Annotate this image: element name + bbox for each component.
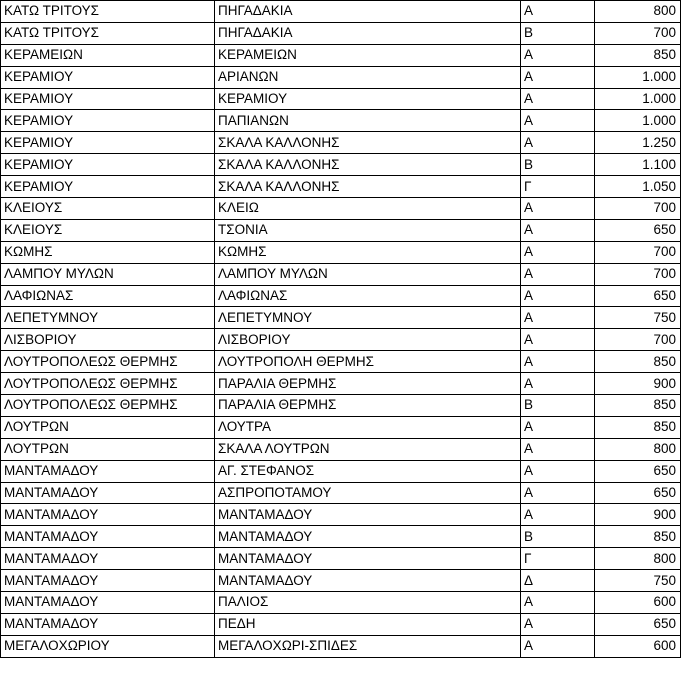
table-row [1,198,681,220]
municipality-cell: ΚΕΡΑΜΙΟΥ [1,132,215,154]
zone-cell: Α [521,285,595,307]
table-row [1,438,681,460]
location-cell: ΚΛΕΙΩ [215,198,521,220]
zone-cell: Γ [521,176,595,198]
zone-cell: Α [521,88,595,110]
table-row [1,44,681,66]
zone-cell: Β [521,395,595,417]
zone-cell: Α [521,307,595,329]
municipality-cell: ΜΑΝΤΑΜΑΔΟΥ [1,613,215,635]
value-cell: 800 [595,1,681,23]
zone-cell: Α [521,592,595,614]
location-cell: ΚΕΡΑΜΙΟΥ [215,88,521,110]
zone-cell: Β [521,22,595,44]
value-cell: 850 [595,351,681,373]
value-cell: 700 [595,22,681,44]
municipality-cell: ΛΑΦΙΩΝΑΣ [1,285,215,307]
value-cell: 1.000 [595,66,681,88]
value-cell: 850 [595,44,681,66]
value-cell: 650 [595,613,681,635]
zone-cell: Α [521,66,595,88]
municipality-cell: ΛΟΥΤΡΩΝ [1,416,215,438]
value-cell: 750 [595,570,681,592]
value-cell: 750 [595,307,681,329]
municipality-cell: ΛΕΠΕΤΥΜΝΟΥ [1,307,215,329]
zone-cell: Α [521,198,595,220]
table-row [1,592,681,614]
zone-cell: Α [521,635,595,657]
value-cell: 800 [595,438,681,460]
zone-cell: Α [521,373,595,395]
zone-cell: Α [521,504,595,526]
zone-cell: Α [521,351,595,373]
zone-cell: Α [521,329,595,351]
table-row [1,373,681,395]
value-cell: 650 [595,482,681,504]
location-cell: ΛΙΣΒΟΡΙΟΥ [215,329,521,351]
table-row [1,329,681,351]
value-cell: 850 [595,416,681,438]
zone-cell: Β [521,154,595,176]
location-cell: ΠΗΓΑΔΑΚΙΑ [215,1,521,23]
municipality-cell: ΜΑΝΤΑΜΑΔΟΥ [1,526,215,548]
location-cell: ΠΑΠΙΑΝΩΝ [215,110,521,132]
table-row [1,22,681,44]
location-cell: ΣΚΑΛΑ ΛΟΥΤΡΩΝ [215,438,521,460]
location-cell: ΑΣΠΡΟΠΟΤΑΜΟΥ [215,482,521,504]
table-row [1,548,681,570]
municipality-cell: ΛΟΥΤΡΟΠΟΛΕΩΣ ΘΕΡΜΗΣ [1,395,215,417]
zone-cell: Α [521,1,595,23]
value-cell: 600 [595,592,681,614]
zone-cell: Α [521,613,595,635]
location-cell: ΜΑΝΤΑΜΑΔΟΥ [215,526,521,548]
municipality-cell: ΛΟΥΤΡΩΝ [1,438,215,460]
table-row [1,504,681,526]
municipality-cell: ΚΑΤΩ ΤΡΙΤΟΥΣ [1,22,215,44]
value-cell: 650 [595,460,681,482]
zone-cell: Α [521,460,595,482]
location-cell: ΛΑΦΙΩΝΑΣ [215,285,521,307]
municipality-cell: ΚΩΜΗΣ [1,241,215,263]
value-cell: 600 [595,635,681,657]
location-cell: ΠΗΓΑΔΑΚΙΑ [215,22,521,44]
zone-cell: Α [521,44,595,66]
location-cell: ΛΕΠΕΤΥΜΝΟΥ [215,307,521,329]
table-row [1,1,681,23]
location-cell: ΚΩΜΗΣ [215,241,521,263]
table-row [1,241,681,263]
zone-cell: Α [521,482,595,504]
value-cell: 1.100 [595,154,681,176]
municipality-cell: ΜΑΝΤΑΜΑΔΟΥ [1,570,215,592]
zone-cell: Α [521,263,595,285]
table-row [1,176,681,198]
table-row [1,635,681,657]
table-body [1,1,681,658]
location-cell: ΠΑΡΑΛΙΑ ΘΕΡΜΗΣ [215,373,521,395]
municipality-cell: ΚΕΡΑΜΙΟΥ [1,176,215,198]
location-cell: ΠΕΔΗ [215,613,521,635]
table-row [1,219,681,241]
location-cell: ΑΓ. ΣΤΕΦΑΝΟΣ [215,460,521,482]
municipality-cell: ΚΛΕΙΟΥΣ [1,198,215,220]
value-cell: 700 [595,263,681,285]
location-cell: ΜΕΓΑΛΟΧΩΡΙ-ΣΠΙΔΕΣ [215,635,521,657]
municipality-cell: ΜΑΝΤΑΜΑΔΟΥ [1,460,215,482]
location-cell: ΣΚΑΛΑ ΚΑΛΛΟΝΗΣ [215,154,521,176]
municipality-cell: ΜΑΝΤΑΜΑΔΟΥ [1,548,215,570]
value-cell: 650 [595,219,681,241]
zone-cell: Δ [521,570,595,592]
table-row [1,110,681,132]
municipality-cell: ΛΟΥΤΡΟΠΟΛΕΩΣ ΘΕΡΜΗΣ [1,351,215,373]
zone-cell: Α [521,438,595,460]
zone-cell: Β [521,526,595,548]
value-cell: 650 [595,285,681,307]
zone-cell: Γ [521,548,595,570]
value-cell: 700 [595,198,681,220]
municipality-cell: ΚΕΡΑΜΙΟΥ [1,88,215,110]
value-cell: 800 [595,548,681,570]
table-row [1,526,681,548]
location-cell: ΜΑΝΤΑΜΑΔΟΥ [215,570,521,592]
table-row [1,351,681,373]
zone-cell: Α [521,219,595,241]
location-cell: ΑΡΙΑΝΩΝ [215,66,521,88]
table-row [1,263,681,285]
zone-cell: Α [521,416,595,438]
zone-cell: Α [521,110,595,132]
location-cell: ΠΑΛΙΟΣ [215,592,521,614]
location-cell: ΤΣΟΝΙΑ [215,219,521,241]
table-row [1,285,681,307]
municipality-cell: ΚΕΡΑΜΙΟΥ [1,154,215,176]
value-cell: 700 [595,241,681,263]
location-cell: ΣΚΑΛΑ ΚΑΛΛΟΝΗΣ [215,176,521,198]
table-row [1,416,681,438]
municipality-cell: ΜΕΓΑΛΟΧΩΡΙΟΥ [1,635,215,657]
table-row [1,613,681,635]
table-row [1,154,681,176]
municipality-cell: ΜΑΝΤΑΜΑΔΟΥ [1,504,215,526]
table-row [1,88,681,110]
table-row [1,395,681,417]
location-cell: ΛΟΥΤΡΑ [215,416,521,438]
municipality-cell: ΚΑΤΩ ΤΡΙΤΟΥΣ [1,1,215,23]
location-cell: ΣΚΑΛΑ ΚΑΛΛΟΝΗΣ [215,132,521,154]
location-cell: ΜΑΝΤΑΜΑΔΟΥ [215,548,521,570]
zone-cell: Α [521,241,595,263]
municipality-cell: ΜΑΝΤΑΜΑΔΟΥ [1,592,215,614]
location-cell: ΛΑΜΠΟΥ ΜΥΛΩΝ [215,263,521,285]
value-cell: 1.000 [595,110,681,132]
value-cell: 900 [595,373,681,395]
location-cell: ΚΕΡΑΜΕΙΩΝ [215,44,521,66]
value-cell: 850 [595,526,681,548]
municipality-cell: ΛΟΥΤΡΟΠΟΛΕΩΣ ΘΕΡΜΗΣ [1,373,215,395]
value-cell: 1.050 [595,176,681,198]
table-row [1,460,681,482]
table-row [1,307,681,329]
value-cell: 700 [595,329,681,351]
table-row [1,132,681,154]
municipality-cell: ΜΑΝΤΑΜΑΔΟΥ [1,482,215,504]
location-cell: ΠΑΡΑΛΙΑ ΘΕΡΜΗΣ [215,395,521,417]
table-row [1,482,681,504]
municipality-cell: ΛΑΜΠΟΥ ΜΥΛΩΝ [1,263,215,285]
municipality-cell: ΚΕΡΑΜΙΟΥ [1,66,215,88]
value-cell: 850 [595,395,681,417]
value-cell: 1.250 [595,132,681,154]
municipality-cell: ΚΕΡΑΜΕΙΩΝ [1,44,215,66]
table-row [1,570,681,592]
municipality-cell: ΛΙΣΒΟΡΙΟΥ [1,329,215,351]
location-cell: ΜΑΝΤΑΜΑΔΟΥ [215,504,521,526]
municipality-cell: ΚΕΡΑΜΙΟΥ [1,110,215,132]
zone-cell: Α [521,132,595,154]
value-cell: 900 [595,504,681,526]
value-cell: 1.000 [595,88,681,110]
municipality-cell: ΚΛΕΙΟΥΣ [1,219,215,241]
location-cell: ΛΟΥΤΡΟΠΟΛΗ ΘΕΡΜΗΣ [215,351,521,373]
table-row [1,66,681,88]
